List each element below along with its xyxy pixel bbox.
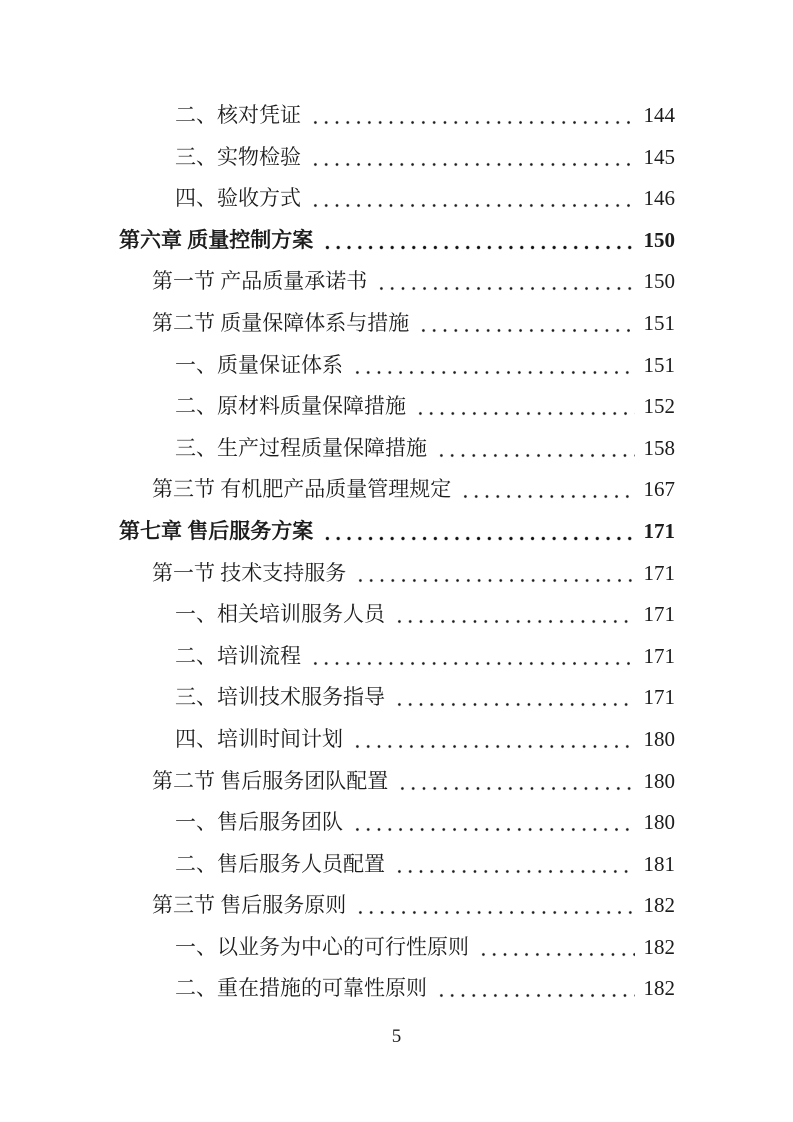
dot-leader bbox=[353, 885, 635, 927]
toc-entry-page-number: 145 bbox=[643, 144, 675, 169]
toc-entry-label: 第六章 质量控制方案 bbox=[119, 227, 314, 252]
toc-entry-label: 一、相关培训服务人员 bbox=[175, 602, 385, 627]
toc-entry-label: 三、实物检验 bbox=[175, 144, 301, 169]
dot-leader bbox=[320, 511, 635, 553]
toc-entry-label: 一、质量保证体系 bbox=[175, 352, 343, 377]
dot-leader bbox=[395, 761, 635, 803]
toc-entry bbox=[119, 927, 675, 969]
toc-entry bbox=[119, 303, 675, 345]
dot-leader bbox=[350, 802, 635, 844]
dot-leader bbox=[374, 261, 635, 303]
dot-leader bbox=[353, 553, 635, 595]
toc-entry bbox=[119, 636, 675, 678]
toc-entry-label: 四、培训时间计划 bbox=[175, 726, 343, 751]
toc-entry bbox=[119, 677, 675, 719]
toc-entry-page-number: 171 bbox=[643, 685, 675, 710]
toc-entry-label: 第一节 产品质量承诺书 bbox=[152, 269, 368, 294]
toc-entry-page-number: 171 bbox=[643, 602, 675, 627]
toc-entry-page-number: 181 bbox=[643, 851, 675, 876]
toc-entry-label: 二、原材料质量保障措施 bbox=[175, 394, 406, 419]
dot-leader bbox=[458, 469, 635, 511]
toc-entry-label: 一、以业务为中心的可行性原则 bbox=[175, 934, 469, 959]
toc-entry-page-number: 182 bbox=[643, 976, 675, 1001]
toc-entry-label: 第七章 售后服务方案 bbox=[119, 518, 314, 543]
toc-entry bbox=[119, 95, 675, 137]
dot-leader bbox=[350, 719, 635, 761]
toc-entry-label: 二、售后服务人员配置 bbox=[175, 851, 385, 876]
dot-leader bbox=[350, 345, 635, 387]
toc-entry-page-number: 146 bbox=[643, 186, 675, 211]
toc-entry-page-number: 182 bbox=[643, 893, 675, 918]
dot-leader bbox=[308, 636, 635, 678]
dot-leader bbox=[416, 303, 635, 345]
toc-entry-page-number: 151 bbox=[643, 352, 675, 377]
toc-entry-label: 第二节 质量保障体系与措施 bbox=[152, 310, 410, 335]
toc-entry bbox=[119, 761, 675, 803]
toc-entry-label: 第三节 有机肥产品质量管理规定 bbox=[152, 477, 452, 502]
toc-entry-label: 第三节 售后服务原则 bbox=[152, 893, 347, 918]
toc-entry bbox=[119, 844, 675, 886]
dot-leader bbox=[320, 220, 635, 262]
toc-entry bbox=[119, 345, 675, 387]
toc-entry-page-number: 167 bbox=[643, 477, 675, 502]
toc-entry-page-number: 150 bbox=[643, 269, 675, 294]
dot-leader bbox=[308, 95, 635, 137]
dot-leader bbox=[434, 968, 635, 1010]
dot-leader bbox=[392, 844, 635, 886]
dot-leader bbox=[392, 594, 635, 636]
toc-entry-label: 二、核对凭证 bbox=[175, 103, 301, 127]
toc-entry bbox=[119, 885, 675, 927]
toc-entry bbox=[119, 968, 675, 1010]
table-of-contents bbox=[119, 95, 675, 1010]
toc-entry-page-number: 180 bbox=[643, 768, 675, 793]
toc-entry bbox=[119, 220, 675, 262]
toc-entry bbox=[119, 594, 675, 636]
toc-entry-page-number: 144 bbox=[643, 103, 675, 127]
toc-entry bbox=[119, 511, 675, 553]
toc-entry-page-number: 182 bbox=[643, 934, 675, 959]
toc-entry-page-number: 152 bbox=[643, 394, 675, 419]
toc-entry bbox=[119, 719, 675, 761]
toc-entry-label: 第二节 售后服务团队配置 bbox=[152, 768, 389, 793]
toc-entry bbox=[119, 137, 675, 179]
toc-entry-page-number: 171 bbox=[643, 643, 675, 668]
toc-entry-page-number: 180 bbox=[643, 726, 675, 751]
toc-entry-label: 四、验收方式 bbox=[175, 186, 301, 211]
toc-entry-label: 二、培训流程 bbox=[175, 643, 301, 668]
toc-entry-label: 二、重在措施的可靠性原则 bbox=[175, 976, 427, 1001]
dot-leader bbox=[308, 137, 635, 179]
toc-entry-label: 第一节 技术支持服务 bbox=[152, 560, 347, 585]
toc-entry-page-number: 180 bbox=[643, 810, 675, 835]
dot-leader bbox=[413, 386, 635, 428]
toc-entry-label: 三、生产过程质量保障措施 bbox=[175, 435, 427, 460]
footer-page-number: 5 bbox=[391, 1026, 402, 1047]
dot-leader bbox=[392, 677, 635, 719]
toc-entry-page-number: 150 bbox=[643, 227, 675, 252]
dot-leader bbox=[434, 428, 635, 470]
dot-leader bbox=[476, 927, 635, 969]
toc-entry-page-number: 171 bbox=[643, 518, 675, 543]
toc-entry-page-number: 151 bbox=[643, 310, 675, 335]
toc-entry bbox=[119, 469, 675, 511]
toc-entry-page-number: 158 bbox=[643, 435, 675, 460]
toc-entry-label: 三、培训技术服务指导 bbox=[175, 685, 385, 710]
toc-entry bbox=[119, 553, 675, 595]
dot-leader bbox=[308, 178, 635, 220]
toc-entry-page-number: 171 bbox=[643, 560, 675, 585]
toc-entry bbox=[119, 802, 675, 844]
toc-entry-label: 一、售后服务团队 bbox=[175, 810, 343, 835]
toc-entry bbox=[119, 178, 675, 220]
toc-entry bbox=[119, 261, 675, 303]
toc-entry bbox=[119, 386, 675, 428]
page-footer bbox=[0, 1026, 793, 1048]
toc-entry bbox=[119, 428, 675, 470]
